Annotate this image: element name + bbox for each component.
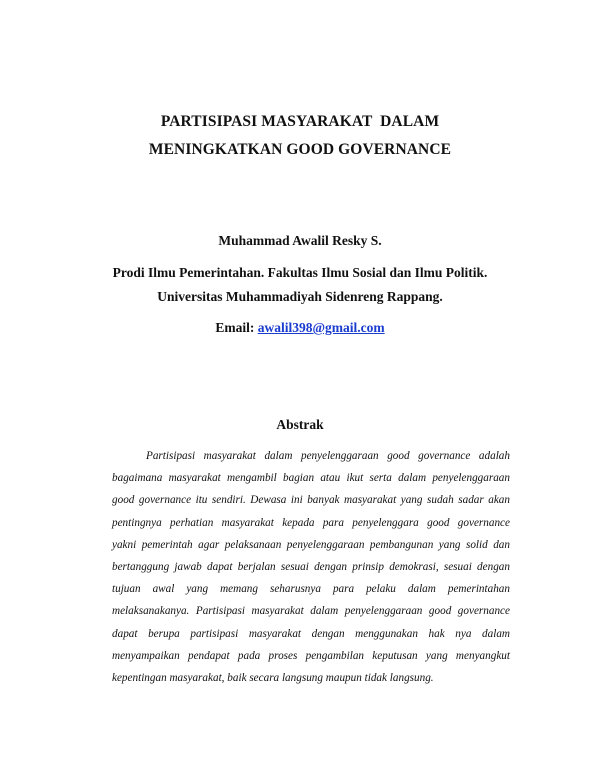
paper-title (0, 108, 600, 164)
abstract-line: Partisipasi masyarakat dalam penyelenggaraan good governance adalah (146, 450, 510, 462)
abstract-line: kepentingan masyarakat, baik secara langsung maupun tidak langsung. (112, 672, 434, 685)
title-line-1: PARTISIPASI MASYARAKAT DALAM (160, 113, 440, 130)
abstract-line: tujuan awal yang memang seharusnya para pelaku dalam pemerintahan (112, 583, 510, 596)
author-block (0, 230, 600, 339)
abstract-line: menyampaikan pendapat pada proses pengambilan keputusan yang menyangkut (112, 649, 510, 662)
email-line (0, 317, 600, 339)
affiliation (0, 261, 600, 309)
abstract-line: yakni pemerintah agar pelaksanaan penyelenggaraan pembangunan yang solid dan (112, 538, 510, 551)
abstract-line: bagaimana masyarakat mengambil bagian atau ikut serta dalam penyelenggaraan (112, 472, 510, 485)
abstract-heading: Abstrak (276, 417, 324, 432)
abstract-line: melaksanakanya. Partisipasi masyarakat dalam penyelenggaraan good governance (112, 605, 510, 618)
abstract-line: dapat berupa partisipasi masyarakat dengan menggunakan hak nya dalam (112, 627, 510, 640)
abstract-line: good governance itu sendiri. Dewasa ini banyak masyarakat yang sudah sadar akan (112, 494, 510, 507)
author-name: Muhammad Awalil Resky S. (218, 233, 382, 248)
abstract-line: bertanggung jawab dapat berjalan sesuai dengan prinsip demokrasi, sesuai dengan (112, 561, 510, 574)
abstract-body (112, 445, 510, 689)
email-label: Email: (215, 320, 255, 335)
affiliation-line-1: Prodi Ilmu Pemerintahan. Fakultas Ilmu Sosial dan Ilmu Politik. (112, 265, 488, 280)
email-link[interactable]: awalil398@gmail.com (257, 320, 385, 335)
affiliation-line-2: Universitas Muhammadiyah Sidenreng Rappang. (157, 289, 443, 304)
title-line-2: MENINGKATKAN GOOD GOVERNANCE (148, 141, 452, 158)
abstract-line: pentingnya perhatian masyarakat kepada para penyelenggara good governance (112, 516, 510, 529)
